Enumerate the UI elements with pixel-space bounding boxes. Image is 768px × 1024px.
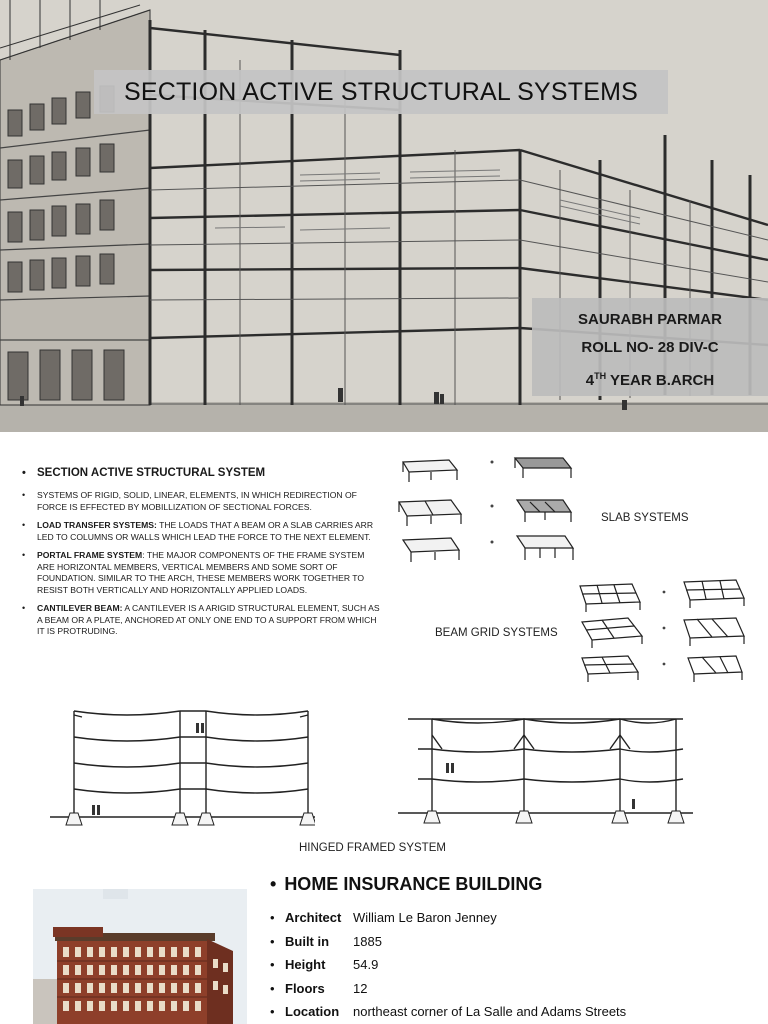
definition-item: • CANTILEVER BEAM: A CANTILEVER IS A ARIGID STRUCTURAL ELEMENT, SUCH AS A BEAM OR A PLATE, ANCHORED AT ONLY ONE END TO A SUPPORT FROM WHICH IT IS PROTRUDING. xyxy=(22,603,380,638)
definition-item: • SYSTEMS OF RIGID, SOLID, LINEAR, ELEMENTS, IN WHICH REDIRECTION OF FORCE IS EFFECTED BY MOBILLIZATION OF SECTIONAL FORCES. xyxy=(22,490,380,513)
fact-built-in: • Built in 1885 xyxy=(270,933,382,949)
building-title: • HOME INSURANCE BUILDING xyxy=(270,874,542,895)
author-name: SAURABH PARMAR xyxy=(578,311,722,328)
author-info-box xyxy=(532,298,768,396)
fact-height: • Height 54.9 xyxy=(270,957,379,973)
hinged-framed-system-label: HINGED FRAMED SYSTEM xyxy=(299,842,446,854)
beam-grid-systems-diagram xyxy=(572,576,762,688)
slab-systems-diagram xyxy=(395,450,585,570)
beam-grid-systems-label: BEAM GRID SYSTEMS xyxy=(435,627,558,639)
definitions-list xyxy=(22,466,380,645)
definitions-heading: • SECTION ACTIVE STRUCTURAL SYSTEM xyxy=(22,466,380,480)
slab-systems-label: SLAB SYSTEMS xyxy=(601,512,689,524)
fact-floors: • Floors 12 xyxy=(270,980,368,996)
hero-steel-frame-illustration xyxy=(0,0,768,432)
fact-architect: • Architect William Le Baron Jenney xyxy=(270,910,497,926)
definition-item: • LOAD TRANSFER SYSTEMS: THE LOADS THAT A BEAM OR A SLAB CARRIES ARR LED TO COLUMNS OR WALLS WHICH LEAD THE FORCE TO THE NEXT ELEMENT. xyxy=(22,520,380,543)
hinged-frame-diagram-left xyxy=(50,705,315,830)
roll-number: ROLL NO- 28 DIV-C xyxy=(581,339,719,356)
title-banner xyxy=(94,70,668,114)
hinged-frame-diagram-right xyxy=(398,705,693,830)
year-of-study: 4TH YEAR B.ARCH xyxy=(585,371,715,389)
page-title: SECTION ACTIVE STRUCTURAL SYSTEMS xyxy=(123,77,639,106)
building-facts-list xyxy=(270,906,626,1024)
home-insurance-building-photo xyxy=(33,889,247,1024)
fact-location: • Location northeast corner of La Salle and Adams Streets xyxy=(270,1004,627,1020)
definition-item: • PORTAL FRAME SYSTEM: THE MAJOR COMPONENTS OF THE FRAME SYSTEM ARE HORIZONTAL MEMBERS, VERTICAL MEMBERS AND SOME SORT OF FOUNDATION. SIMILAR TO THE ARCH, THESE MEMBERS WORK TOGETHER TO RESIST BOTH VERTICALLY AND HORIZONTALLY APPLIED LOADS. xyxy=(22,550,380,596)
